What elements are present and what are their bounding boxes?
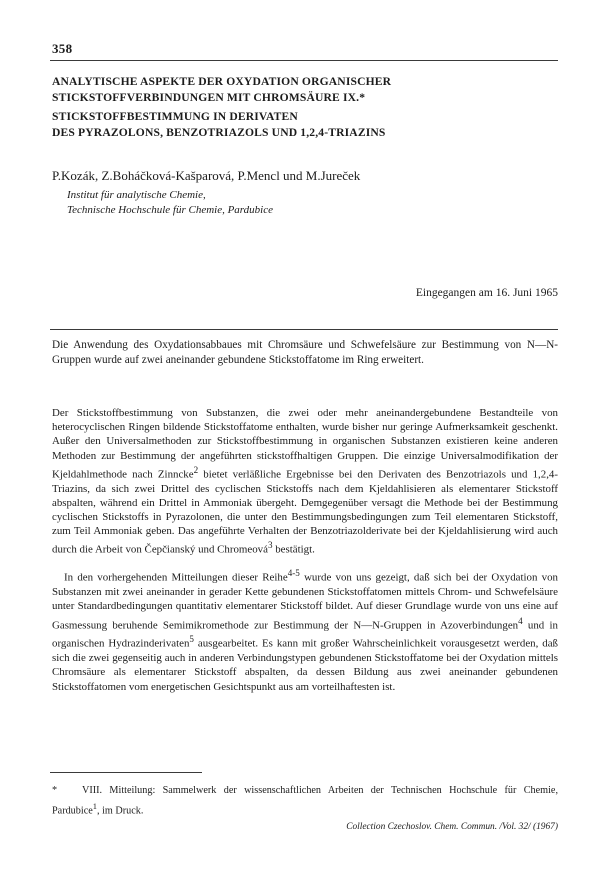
body-text [52, 406, 558, 694]
paragraph-1-text-a: Der Stickstoffbestimmung von Substanzen, die zwei oder mehr aneinandergebundene Bestandteile von heterocyclischen Ringen bildende Stickstoffatome enthalten, wurde bisher nur geringe Aufmerksamkeit geschenkt. Außer den Universalmethoden zur Stickstoffbestimmung in organischen Substanzen existieren keine anderen Methoden zur Bestimmung der angeführten stickstoffhaltigen Gruppen. Die einzige Universalmodifikation der Kjeldahlmethode nach Zinncke [52, 407, 558, 481]
paragraph-1 [52, 406, 558, 557]
footnote-rule [50, 772, 202, 773]
paragraph-1-text-c: bestätigt. [272, 544, 315, 557]
title-line-1: ANALYTISCHE ASPEKTE DER OXYDATION ORGANISCHER [52, 75, 392, 88]
title-line-4: DES PYRAZOLONS, BENZOTRIAZOLS UND 1,2,4-TRIAZINS [52, 125, 386, 139]
title-line-3: STICKSTOFFBESTIMMUNG IN DERIVATEN [52, 110, 298, 123]
affiliation [67, 188, 273, 218]
paragraph-2-text-d: ausgearbeitet. Es kann mit großer Wahrscheinlichkeit vorausgesetzt werden, daß sich die zwei gegenseitig auch in anderen Verbindungstypen gebundenen Stickstoffatome bei der Oxydation mittels Chromsäure als elementarer Stickstoff abspalten, da dessen Bildung aus zwei aneinander gebundenen Stickstoffatomen vom energetischen Gesichtspunkt aus am vorteilhaftesten ist. [52, 637, 558, 693]
citation-ref: 1 [92, 800, 97, 811]
footnote [52, 784, 558, 818]
article-title [52, 74, 558, 140]
footnote-text-b: , im Druck. [97, 804, 144, 816]
journal-footer: Collection Czechoslov. Chem. Commun. /Vol. 32/ (1967) [346, 822, 558, 832]
page-number: 358 [52, 41, 73, 56]
affiliation-line-1: Institut für analytische Chemie, [67, 189, 206, 201]
footnote-mark: * [52, 785, 58, 796]
citation-ref: 4-5 [287, 568, 300, 579]
authors: P.Kozák, Z.Boháčková-Kašparová, P.Mencl und M.Jureček [52, 168, 361, 183]
paragraph-2-text-c: und in organischen Hydrazinderivaten [52, 619, 558, 650]
footnote-text-a: VIII. Mitteilung: Sammelwerk der wissenschaftlichen Arbeiten der Technischen Hochschule für Chemie, Pardubice [52, 785, 558, 816]
abstract: Die Anwendung des Oxydationsabbaues mit Chromsäure und Schwefelsäure zur Bestimmung von N—N-Gruppen wurde auf zwei aneinander gebundene Stickstoffatome im Ring erweitert. [52, 339, 558, 366]
citation-ref: 3 [267, 540, 273, 551]
paragraph-2 [52, 566, 558, 694]
header-rule [50, 60, 558, 61]
received-date: Eingegangen am 16. Juni 1965 [415, 287, 558, 299]
citation-ref: 2 [193, 464, 199, 475]
paragraph-2-text-a: In den vorhergehenden Mitteilungen dieser Reihe [64, 571, 288, 584]
citation-ref: 5 [189, 634, 194, 645]
citation-ref: 4 [518, 615, 523, 626]
title-line-2: STICKSTOFFVERBINDUNGEN MIT CHROMSÄURE IX.* [52, 90, 366, 104]
paragraph-1-text-b: bietet verläßliche Ergebnisse bei den Derivaten des Benzotriazols und 1,2,4-Triazins, da sich zwei Drittel des cyclischen Stickstoffs nach dem Kjeldahlisieren als elementarer Stickstoff abspalten, während ein Drittel in Ammoniak übergeht. Demgegenüber versagt die Methode bei der Bestimmung cyclischen Stickstoffs in Pyrazolonen, die unter den Bestimmungsbedingungen zum Teil elementaren Stickstoff, zum Teil Ammoniak geben. Das angeführte Verhalten der Benzotriazolderivate bei der Kjeldahlisierung wird auch durch die Arbeit von Čepčianský und Chromeová [52, 468, 559, 557]
abstract-rule [50, 329, 558, 330]
paragraph-2-text-b: wurde von uns gezeigt, daß sich bei der Oxydation von Substanzen mit zwei aneinander in gerader Kette gebundenen Stickstoffatomen mittels Chrom- und Schwefelsäure unter Standardbedingungen quantitativ elementarer Stickstoff bildet. Auf dieser Grundlage wurde von uns eine auf Gasmessung beruhende Semimikromethode zur Bestimmung der N—N-Gruppen in Azoverbindungen [52, 571, 558, 632]
affiliation-line-2: Technische Hochschule für Chemie, Pardubice [67, 204, 274, 216]
